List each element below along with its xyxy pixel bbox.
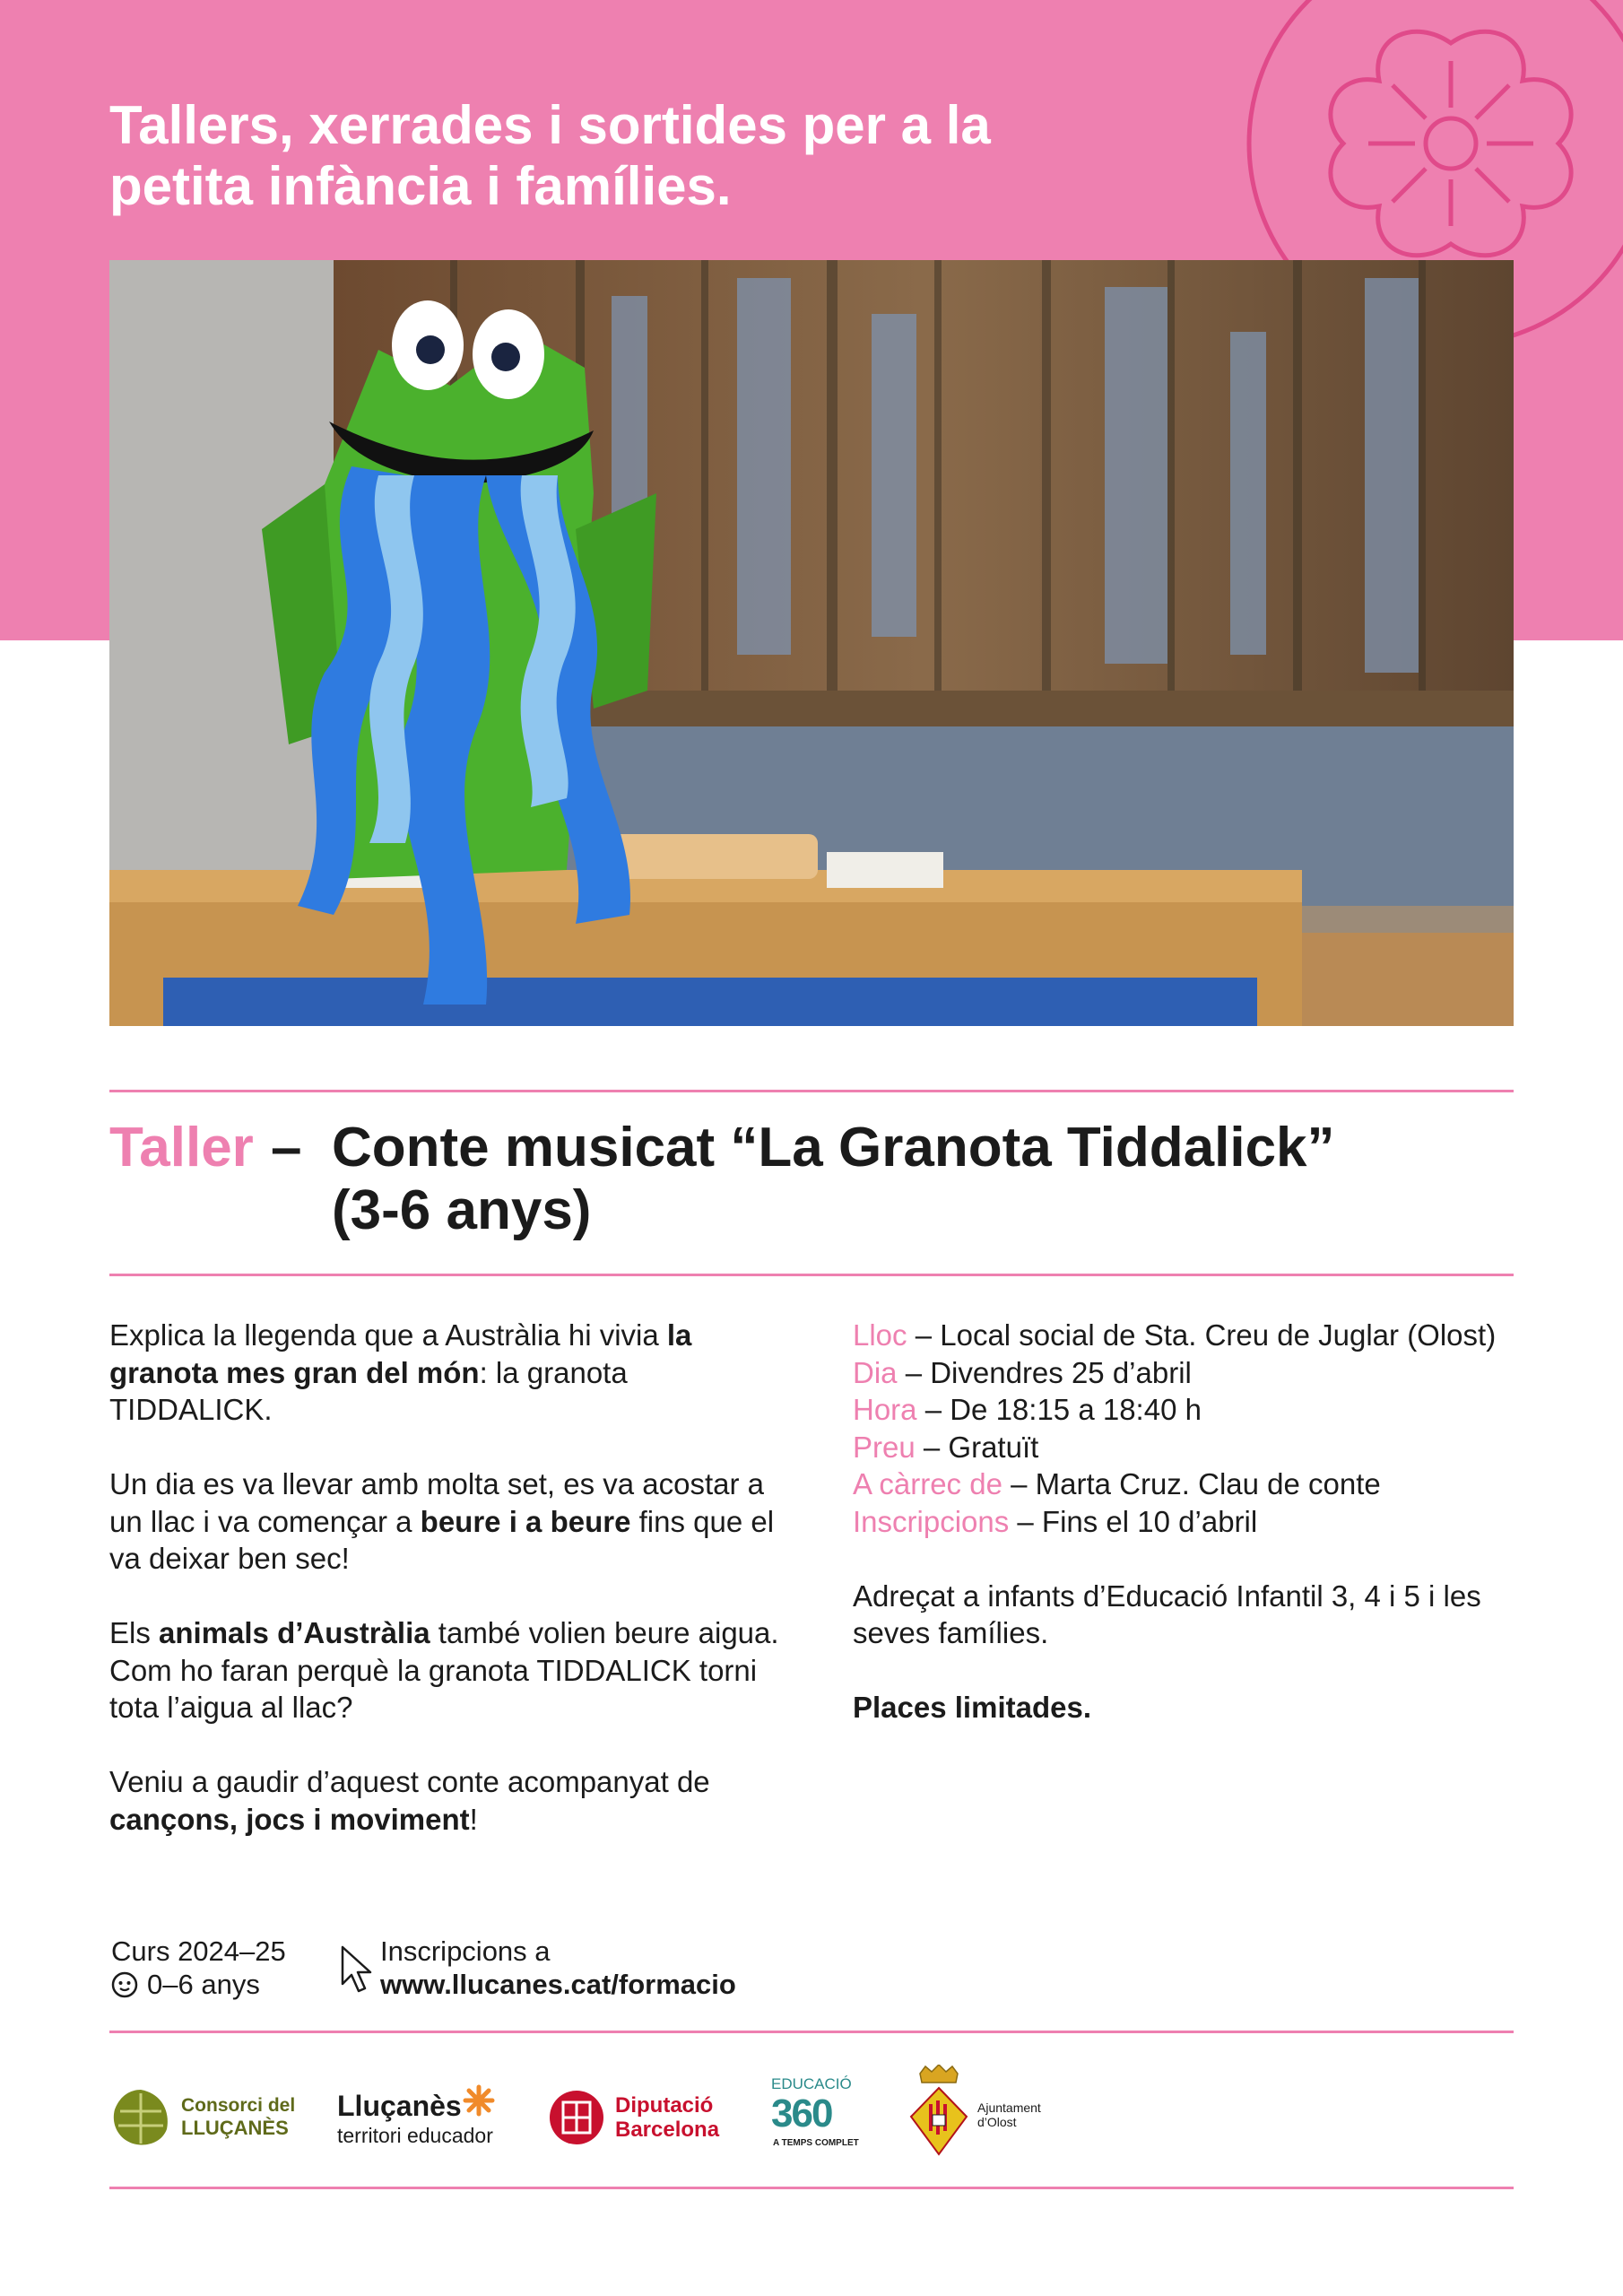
divider-bottom — [109, 2187, 1514, 2189]
consorci-line-2: LLUÇANÈS — [181, 2117, 289, 2139]
divider-footer — [109, 2031, 1514, 2033]
description-text: Veniu a gaudir d’aquest conte acompanyat de — [109, 1765, 710, 1798]
event-title-line-2: (3-6 anys) — [332, 1179, 592, 1241]
event-description — [109, 1317, 791, 1875]
llucanes-name: Lluçanès — [337, 2090, 462, 2122]
info-audience: Adreçat a infants d’Educació Infantil 3, 4 i 5 i les seves famílies. — [853, 1578, 1481, 1649]
consorci-line-1: Consorci del — [181, 2095, 296, 2116]
description-bold: beure i a beure — [420, 1504, 631, 1538]
course-info — [111, 1935, 286, 2001]
educacio-label: EDUCACIÓ — [771, 2075, 852, 2092]
olost-coat-of-arms-icon — [907, 2065, 970, 2163]
info-value: – Divendres 25 d’abril — [897, 1355, 1192, 1389]
description-text: també volien beure aigua. Com ho faran perquè la granota TIDDALICK torni tota l’aigua al llac? — [109, 1616, 779, 1724]
info-value: – Fins el 10 d’abril — [1009, 1504, 1258, 1538]
headline-line-2: petita infància i famílies. — [109, 156, 732, 216]
description-text: ! — [469, 1802, 478, 1836]
logo-llucanes-territori — [337, 2052, 516, 2187]
ajuntament-line-2: d’Olost — [977, 2115, 1017, 2129]
registration-info — [380, 1935, 736, 2001]
limited-places-text: Places limitades. — [853, 1691, 1091, 1724]
educacio-subtitle: A TEMPS COMPLET — [773, 2138, 859, 2148]
description-paragraph-2 — [109, 1465, 791, 1578]
description-bold: animals d’Austràlia — [159, 1616, 430, 1649]
title-dash: – — [271, 1117, 302, 1178]
cursor-icon — [339, 1944, 375, 1996]
info-price — [853, 1429, 1516, 1466]
divider-middle — [109, 1274, 1514, 1276]
child-face-icon — [111, 1971, 138, 1998]
description-paragraph-1 — [109, 1317, 791, 1429]
headline-line-1: Tallers, xerrades i sortides per a la — [109, 95, 991, 155]
page-headline — [109, 95, 1185, 217]
info-label: Lloc — [853, 1318, 907, 1352]
registration-link[interactable]: www.llucanes.cat/formacio — [380, 1969, 736, 2000]
event-title-line-1: Conte musicat “La Granota Tiddalick” — [332, 1117, 1335, 1178]
frog-puppet-photo — [109, 260, 1514, 1026]
info-host — [853, 1465, 1516, 1503]
event-title — [332, 1117, 1497, 1242]
logo-educacio-360 — [771, 2052, 879, 2187]
info-label: Dia — [853, 1355, 898, 1389]
logo-diputacio-barcelona — [549, 2052, 746, 2187]
info-label: Hora — [853, 1393, 917, 1426]
diputacio-line-1: Diputació — [615, 2093, 714, 2118]
description-text: Els — [109, 1616, 160, 1649]
registration-label: Inscripcions a — [380, 1935, 551, 1967]
asterisk-icon — [463, 2084, 495, 2117]
description-text: : la granota TIDDALICK. — [109, 1355, 628, 1426]
info-place — [853, 1317, 1516, 1354]
llucanes-subtitle: territori educador — [337, 2124, 493, 2147]
info-time — [853, 1391, 1516, 1429]
sponsor-logos — [109, 2052, 1514, 2187]
description-bold: cançons, jocs i moviment — [109, 1802, 470, 1836]
educacio-number: 360 — [771, 2092, 832, 2135]
info-value: – Gratuït — [915, 1430, 1039, 1464]
age-range-row — [111, 1968, 286, 2001]
info-label: A càrrec de — [853, 1467, 1002, 1500]
course-year: Curs 2024–25 — [111, 1935, 286, 1967]
description-paragraph-4 — [109, 1763, 791, 1838]
info-value: – De 18:15 a 18:40 h — [916, 1393, 1202, 1426]
divider-top — [109, 1090, 1514, 1092]
ajuntament-line-1: Ajuntament — [977, 2100, 1041, 2115]
age-range: 0–6 anys — [147, 1969, 260, 2000]
info-value: – Marta Cruz. Clau de conte — [1002, 1467, 1381, 1500]
info-label: Inscripcions — [853, 1504, 1010, 1538]
event-tag: Taller — [109, 1117, 254, 1178]
leaf-logo-icon — [109, 2086, 172, 2149]
diputacio-emblem-icon — [549, 2090, 604, 2145]
info-registration — [853, 1503, 1516, 1541]
diputacio-line-2: Barcelona — [615, 2118, 720, 2142]
logo-consorci-llucanes — [109, 2052, 298, 2187]
info-day — [853, 1354, 1516, 1392]
event-info — [853, 1317, 1516, 1726]
description-text: Un dia es va llevar amb molta set, es va acostar a un llac i va començar a — [109, 1467, 764, 1538]
info-limited — [853, 1689, 1516, 1726]
info-label: Preu — [853, 1430, 916, 1464]
description-paragraph-3 — [109, 1614, 791, 1726]
logo-ajuntament-olost — [907, 2052, 1069, 2187]
description-text: Explica la llegenda que a Austràlia hi vivia — [109, 1318, 667, 1352]
description-bold: la granota mes gran del món — [109, 1318, 692, 1389]
info-value: – Local social de Sta. Creu de Juglar (Olost) — [907, 1318, 1497, 1352]
description-text: fins que el va deixar ben sec! — [109, 1504, 775, 1575]
